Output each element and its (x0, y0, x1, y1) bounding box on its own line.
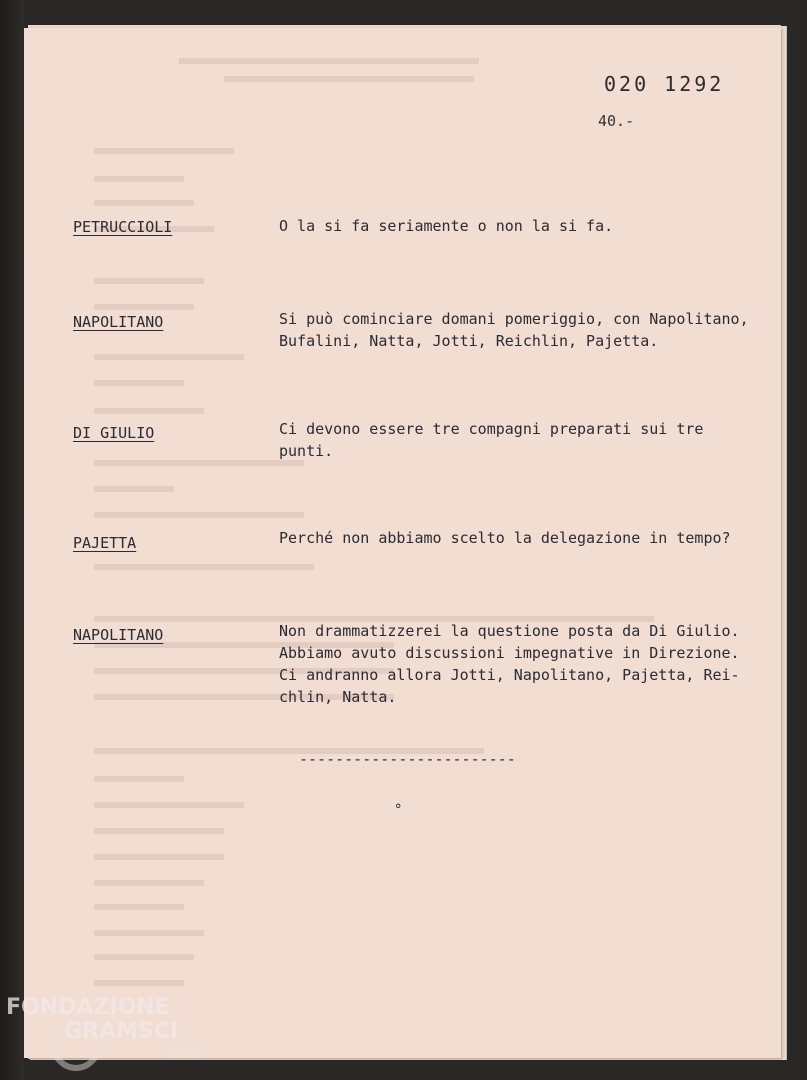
speech-line: Non drammatizzerei la questione posta da Di Giulio. (279, 622, 740, 640)
speaker-name: NAPOLITANO (73, 313, 164, 331)
scan-edge (0, 0, 24, 1080)
page-number: 40.- (598, 112, 635, 130)
speech-line: Perché non abbiamo scelto la delegazione in tempo? (279, 529, 731, 547)
speaker-name: PAJETTA (73, 534, 137, 552)
logo-text-line2: GRAMSCI (64, 1019, 179, 1044)
speech-text (279, 308, 769, 352)
speech-line: Bufalini, Natta, Jotti, Reichlin, Pajetta. (279, 332, 659, 350)
section-separator: ------------------------ (299, 750, 516, 768)
logo-text-line3: onlus (170, 1048, 200, 1061)
speech-line: Ci devono essere tre compagni preparati sui tre (279, 420, 704, 438)
speaker-name: NAPOLITANO (73, 626, 164, 644)
fondazione-gramsci-logo (6, 994, 206, 1074)
speech-text (279, 418, 769, 462)
archive-number: 020 1292 (604, 72, 725, 96)
speech-text (279, 215, 769, 237)
speech-text (279, 527, 769, 549)
logo-text-line1: FONDAZIONE (6, 995, 170, 1020)
speech-line: Abbiamo avuto discussioni impegnative in Direzione. (279, 644, 740, 662)
speaker-name: DI GIULIO (73, 424, 155, 442)
speaker-name: PETRUCCIOLI (73, 218, 173, 236)
speech-line: chlin, Natta. (279, 688, 397, 706)
speech-text (279, 620, 769, 708)
end-mark: ° (394, 802, 403, 818)
speech-line: punti. (279, 442, 334, 460)
speech-line: Si può cominciare domani pomeriggio, con Napolitano, (279, 310, 749, 328)
speech-line: Ci andranno allora Jotti, Napolitano, Pajetta, Rei- (279, 666, 740, 684)
speech-line: O la si fa seriamente o non la si fa. (279, 217, 614, 235)
